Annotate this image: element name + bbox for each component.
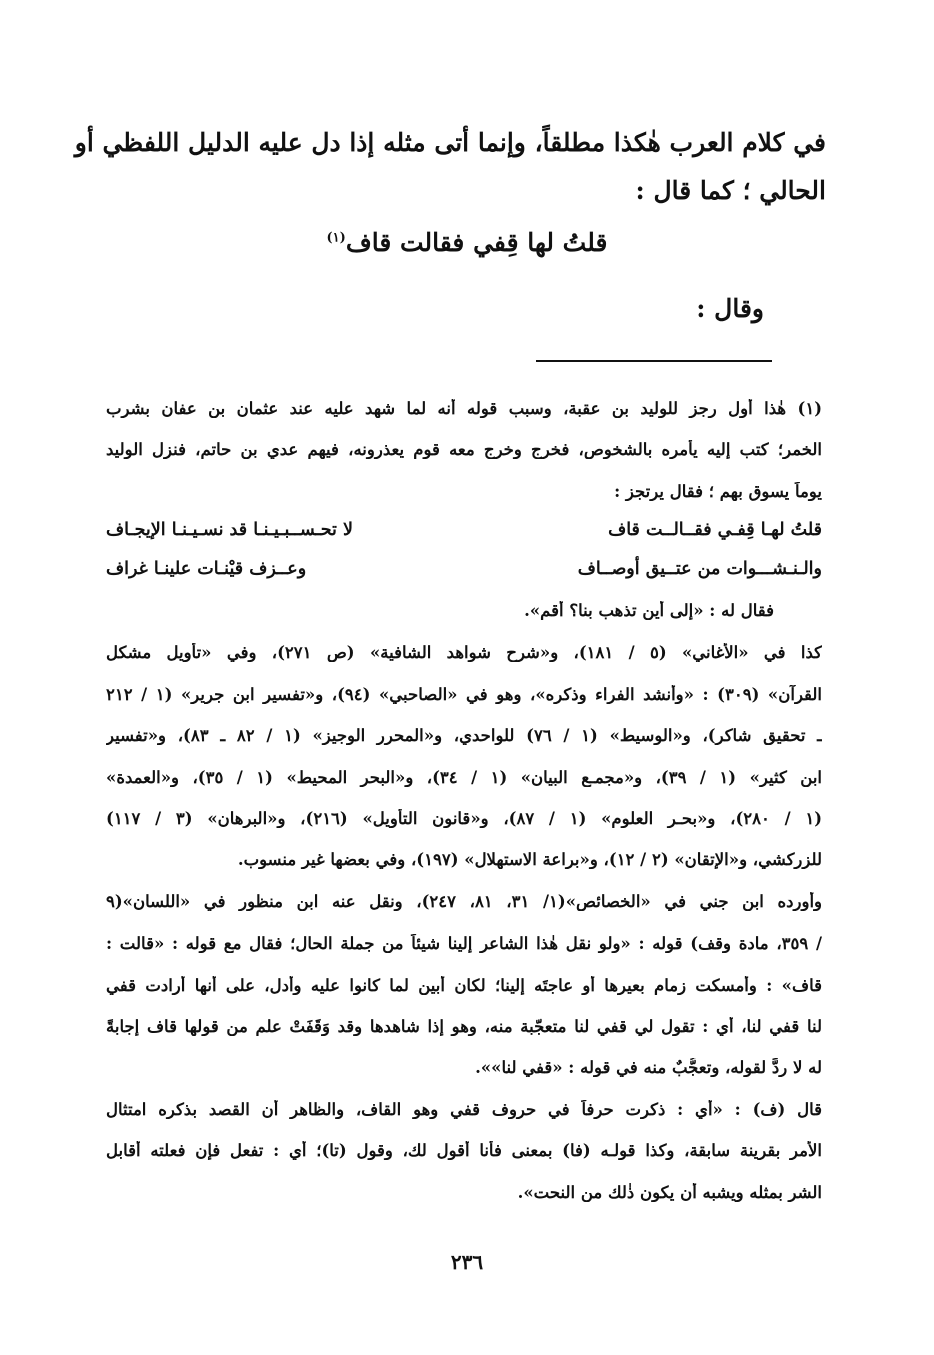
poem-row-2-left: وعــزف قيْنـات علينـا غراف	[106, 559, 307, 579]
poem-row-2-right: والـنـشـــوات من عتــيق أوصــاف	[577, 559, 822, 579]
footnote-line-2: الخمر؛ كتب إليه يأمره بالشخوص، فخرج وخرج معه قوم يعذرونه، فيهم عدي بن حاتم، فنزل الوليد	[106, 440, 822, 459]
footnote-line-11: وأورده ابن جني في «الخصائص»(١/ ٣١، ٨١، ٢٤٧)، ونقل عنه ابن منظور في «اللسان»(٩	[106, 892, 822, 911]
main-text-line-1: في كلام العرب هٰكذا مطلقاً، وإنما أتى مثله إذا دل عليه الدليل اللفظي أو	[74, 128, 826, 157]
footnote-line-7: ـ تحقيق شاكر)، و«الوسيط» (١ / ٧٦) للواحدي، و«المحرر الوجيز» (١ / ٨٢ ـ ٨٣)، و«تفسير	[106, 726, 822, 745]
poem-row-2	[106, 559, 822, 579]
verse-line	[0, 228, 934, 257]
footnote-line-6: القرآن» (٣٠٩) : «وأنشد الفراء وذكره»، وهو في «الصاحبي» (٩٤)، و«تفسير ابن جرير» (١ / ٢١٢	[106, 685, 822, 704]
footnote-marker: (١)	[326, 230, 346, 246]
footnote-line-9: (١ / ٢٨٠)، و«بحـر العلوم» (١ / ٨٧)، و«قانون التأويل» (٢١٦)، و«البرهان» (٣ / ١١٧)	[106, 809, 822, 828]
footnote-line-12: / ٣٥٩، مادة وقف) قوله : «ولو نقل هٰذا الشاعر إلينا شيئاً من جملة الحال؛ فقال مع قوله : «قالت :	[106, 934, 822, 953]
footnote-line-14: لنا قفي لنا، أي : تقول لي قفي لنا متعجّبة منه، وهو إذا شاهدها وقد وَقَفَتْ علم من قولها قاف إجابةً	[106, 1017, 822, 1036]
footnote-line-18: الشر بمثله ويشبه أن يكون ذٰلك من النحت».	[517, 1183, 822, 1202]
footnote-line-17: الأمر بقرينة سابقة، وكذا قولـه (فا) بمعنى فأنا أقول لك، وقول (تا)؛ أي : تفعل فإن فعلته أقابل	[106, 1141, 822, 1160]
page-number: ٢٣٦	[450, 1250, 484, 1274]
footnote-line-1: (١) هٰذا أول رجز للوليد بن عقبة، وسبب قوله أنه لما شهد عليه عند عثمان بن عفان بشرب	[106, 399, 822, 418]
footnote-line-16: قال (ف) : «أي : ذكرت حرفاً في حروف قفي وهو القاف، والظاهر أن القصد بذكره امتثال	[106, 1100, 822, 1119]
footnote-separator	[536, 360, 772, 362]
footnote-line-15: له لا ردَّ لقوله، وتعجُّبٌ منه في قوله : «قفي لنا»».	[475, 1058, 822, 1077]
footnote-line-3: يوماً يسوق بهم ؛ فقال يرتجز :	[614, 482, 822, 501]
footnote-line-4: فقال له : «إلى أين تذهب بنا؟ أقم».	[524, 601, 774, 620]
poem-row-1-left: لا تحـســبـيـنـا قد نسـيـنـا الإيجـاف	[106, 520, 353, 540]
footnote-line-13: قاف» : وأمسكت زمام بعيرها أو عاجتَه إلينا؛ لكان أبين لما كانوا عليه وأدل، على أنها أرادت قفي	[106, 976, 822, 995]
footnote-line-5: كذا في «الأغاني» (٥ / ١٨١)، و«شرح شواهد الشافية» (ص ٢٧١)، وفي «تأويل مشكل	[106, 643, 822, 662]
main-text-line-2: الحالي ؛ كما قال :	[635, 176, 826, 205]
footnote-line-8: ابن كثير» (١ / ٣٩)، و«مجمـع البيان» (١ / ٣٤)، و«البحر المحيط» (١ / ٣٥)، و«العمدة»	[106, 768, 822, 787]
footnote-line-10: للزركشي، و«الإتقان» (٢ / ١٢)، و«براعة الاستهلال» (١٩٧)، وفي بعضها غير منسوب.	[237, 850, 822, 869]
qala-line: وقال :	[696, 294, 764, 323]
poem-row-1-right: قلتُ لهـا قِفـي فقــالــت قاف	[608, 520, 822, 540]
poem-row-1	[106, 520, 822, 540]
verse-text: قلتُ لها قِفي فقالت قاف	[345, 228, 608, 257]
